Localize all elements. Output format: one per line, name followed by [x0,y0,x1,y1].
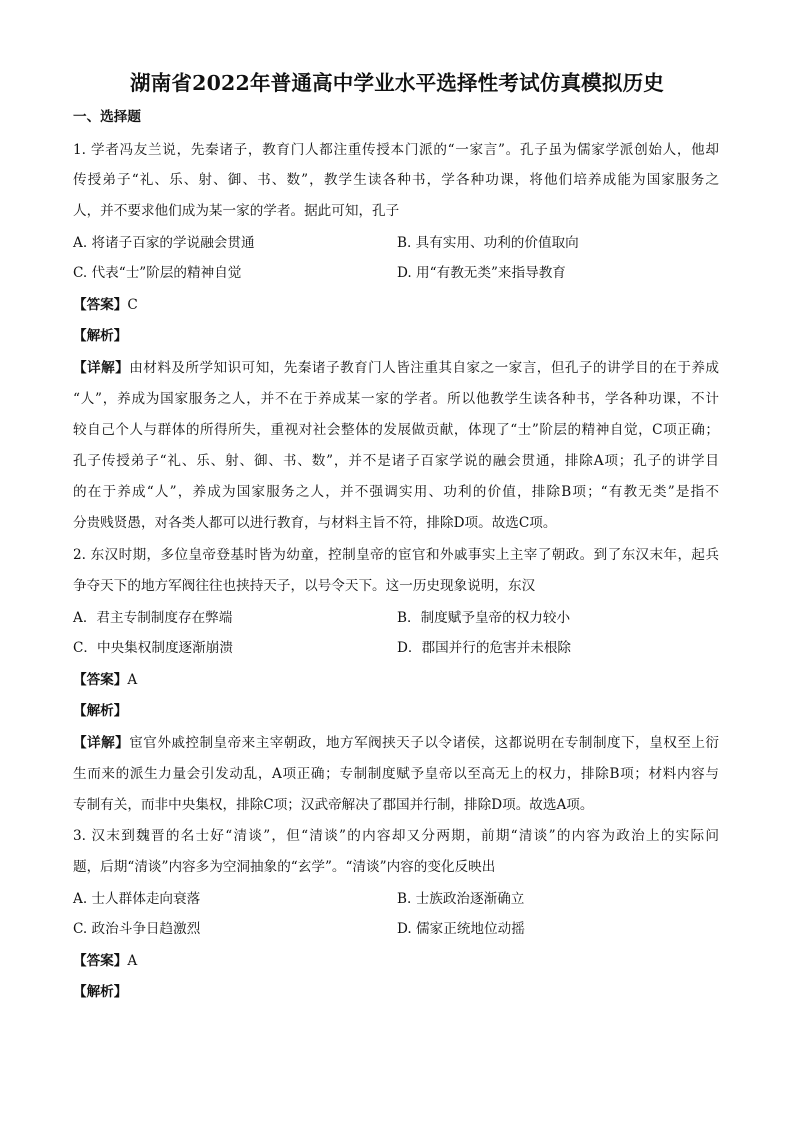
q1-detail-line-3: 较自己个人与群体的所得所失，重视对社会整体的发展做贡献，体现了“士”阶层的精神自觉，C项正确； [73,422,719,438]
q1-answer-label: 【答案】 [73,297,128,313]
q2-detail-line-1 [73,733,719,753]
q2-detail-label: 【详解】 [73,735,130,751]
q2-analysis-label: 【解析】 [73,703,128,719]
q3-analysis-label: 【解析】 [73,984,128,1000]
q1-option-d: D. 用“有教无类”来指导教育 [397,265,566,281]
section-heading: 一、选择题 [73,109,141,125]
q2-detail-line-2: 生而来的派生力量会引发动乱，A项正确；专制制度赋予皇帝以至高无上的权力，排除B项；材料内容与 [73,766,719,782]
q3-option-b: B. 士族政治逐渐确立 [397,891,525,907]
q2-option-c: C．中央集权制度逐渐崩溃 [73,640,233,656]
q2-option-d: D．郡国并行的危害并未根除 [397,640,572,656]
q1-detail-label: 【详解】 [73,360,130,376]
q3-stem-line-2: 题，后期“清谈”内容多为空洞抽象的“玄学”。“清谈”内容的变化反映出 [73,859,496,875]
q3-answer-label: 【答案】 [73,953,128,969]
q1-option-a: A. 将诸子百家的学说融会贯通 [73,235,255,251]
q3-stem-line-1: 3. 汉末到魏晋的名士好“清谈”，但“清谈”的内容却又分两期，前期“清谈”的内容为政治上的实际问 [73,828,719,844]
q1-option-b: B. 具有实用、功利的价值取向 [397,235,579,251]
q1-analysis-label: 【解析】 [73,328,128,344]
q2-stem-line-2: 争夺天下的地方军阀往往也挟持天子，以号令天下。这一历史现象说明，东汉 [73,578,536,594]
q1-detail-line-4: 孔子传授弟子“礼、乐、射、御、书、数”，并不是诸子百家学说的融会贯通，排除A项；孔子的讲学目 [73,453,719,469]
q1-detail-line-6: 分贵贱贤愚，对各类人都可以进行教育，与材料主旨不符，排除D项。故选C项。 [73,515,557,531]
q1-answer-value: C [127,297,138,313]
q1-answer [73,295,138,315]
q1-stem-line-2: 传授弟子“礼、乐、射、御、书、数”，教学生读各种书，学各种功课，将他们培养成能为国家服务之 [73,172,719,188]
q2-detail-line-3: 专制有关，而非中央集权，排除C项；汉武帝解决了郡国并行制，排除D项。故选A项。 [73,797,594,813]
q1-detail-line-1 [73,358,719,378]
q2-detail-text-1: 宦官外戚控制皇帝来主宰朝政，地方军阀挟天子以令诸侯，这都说明在专制制度下，皇权至上衍 [129,735,720,751]
q3-answer-value: A [127,953,138,969]
page-title: 湖南省2022年普通高中学业水平选择性考试仿真模拟历史 [130,71,664,95]
q2-stem-line-1: 2. 东汉时期，多位皇帝登基时皆为幼童，控制皇帝的宦官和外戚事实上主宰了朝政。到了东汉末年，起兵 [73,547,719,563]
q3-answer [73,951,137,971]
q1-detail-line-2: “人”，养成为国家服务之人，并不在于养成某一家的学者。所以他教学生读各种书，学各种功课，不计 [73,391,719,407]
q2-option-b: B．制度赋予皇帝的权力较小 [397,610,571,626]
q1-stem-line-3: 人，并不要求他们成为某一家的学者。据此可知，孔子 [73,203,400,219]
q3-option-a: A. 士人群体走向衰落 [73,891,201,907]
q2-answer-value: A [127,672,138,688]
q1-detail-text-1: 由材料及所学知识可知，先秦诸子教育门人皆注重其自家之一家言，但孔子的讲学目的在于养成 [129,360,720,376]
q1-option-c: C. 代表“士”阶层的精神自觉 [73,265,242,281]
q3-option-d: D. 儒家正统地位动摇 [397,921,525,937]
q2-answer [73,670,137,690]
q3-option-c: C. 政治斗争日趋激烈 [73,921,201,937]
q1-detail-line-5: 的在于养成“人”，养成为国家服务之人，并不强调实用、功利的价值，排除B项；“有教无类”是指不 [73,484,719,500]
q2-answer-label: 【答案】 [73,672,128,688]
q1-stem-line-1: 1. 学者冯友兰说，先秦诸子，教育门人都注重传授本门派的“一家言”。孔子虽为儒家学派创始人，他却 [73,142,719,158]
q2-option-a: A．君主专制制度存在弊端 [73,610,233,626]
